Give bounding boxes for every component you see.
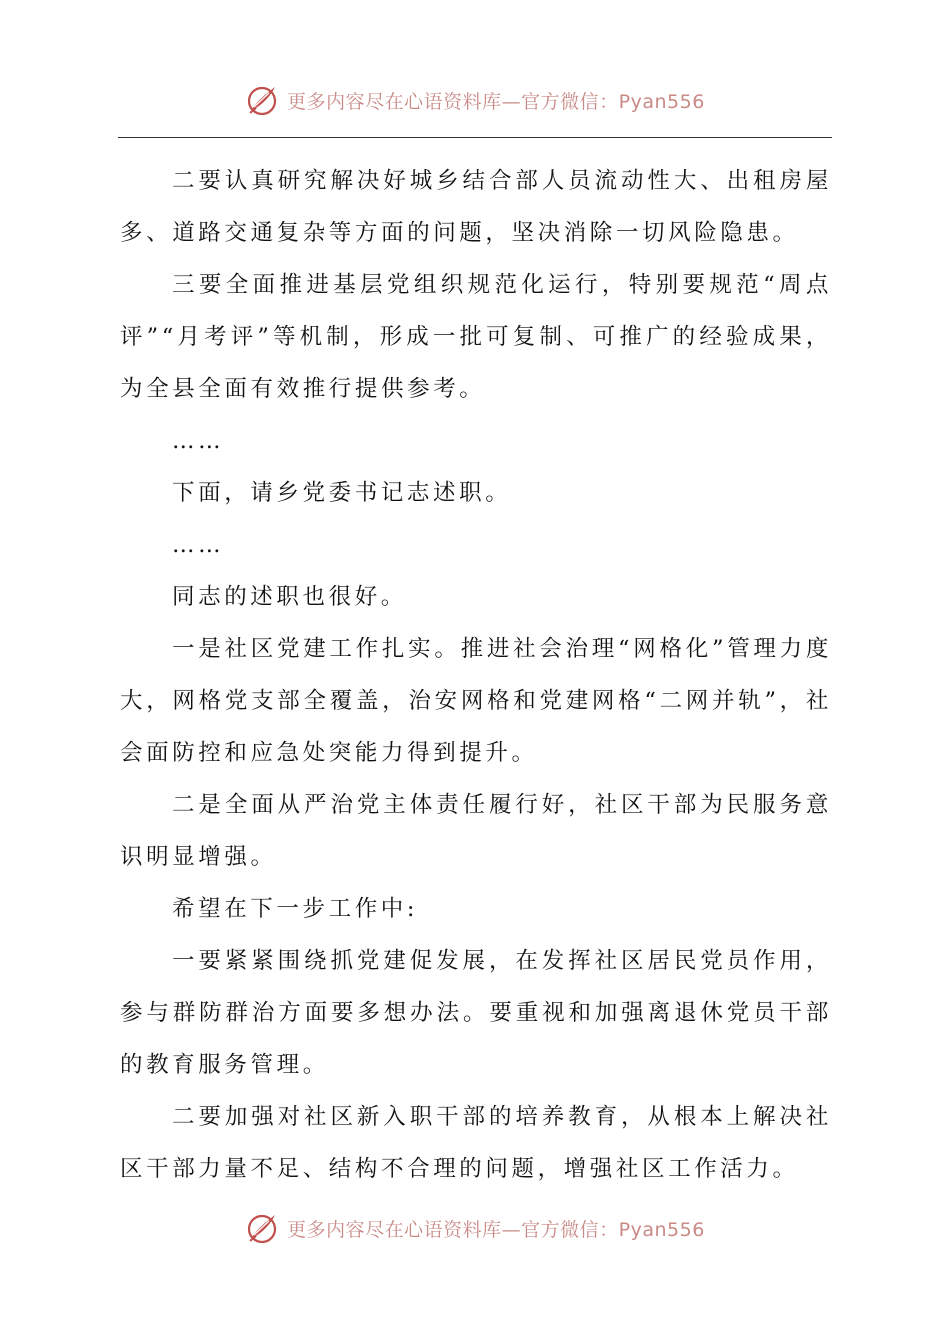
ellipsis-line: …… (172, 532, 225, 558)
paragraph: 同志的述职也很好。 (172, 584, 407, 610)
paragraph: 二是全面从严治党主体责任履行好，社区干部为民服务意识明显增强。 (120, 792, 832, 870)
ellipsis-line: …… (172, 428, 225, 454)
paragraph: 希望在下一步工作中: (172, 896, 419, 922)
paragraph: 二要认真研究解决好城乡结合部人员流动性大、出租房屋多、道路交通复杂等方面的问题，坚决消除一切风险隐患。 (120, 168, 832, 246)
quill-seal-icon (245, 1210, 281, 1246)
watermark-text: 更多内容尽在心语资料库—官方微信：Pyan556 (287, 90, 705, 113)
footer-watermark (0, 1210, 950, 1246)
paragraph: 一要紧紧围绕抓党建促发展，在发挥社区居民党员作用，参与群防群治方面要多想办法。要重视和加强离退休党员干部的教育服务管理。 (120, 948, 832, 1078)
quill-seal-icon (245, 82, 281, 118)
document-body (120, 155, 832, 1195)
header-watermark (0, 82, 950, 118)
paragraph: 三要全面推进基层党组织规范化运行，特别要规范“周点评”“月考评”等机制，形成一批可复制、可推广的经验成果，为全县全面有效推行提供参考。 (120, 272, 832, 402)
paragraph: 一是社区党建工作扎实。推进社会治理“网格化”管理力度大，网格党支部全覆盖，治安网格和党建网格“二网并轨”，社会面防控和应急处突能力得到提升。 (120, 636, 832, 766)
header-divider (118, 137, 832, 138)
paragraph: 下面，请乡党委书记志述职。 (172, 480, 512, 506)
watermark-text: 更多内容尽在心语资料库—官方微信：Pyan556 (287, 1218, 705, 1241)
paragraph: 二要加强对社区新入职干部的培养教育，从根本上解决社区干部力量不足、结构不合理的问题，增强社区工作活力。 (120, 1104, 832, 1182)
